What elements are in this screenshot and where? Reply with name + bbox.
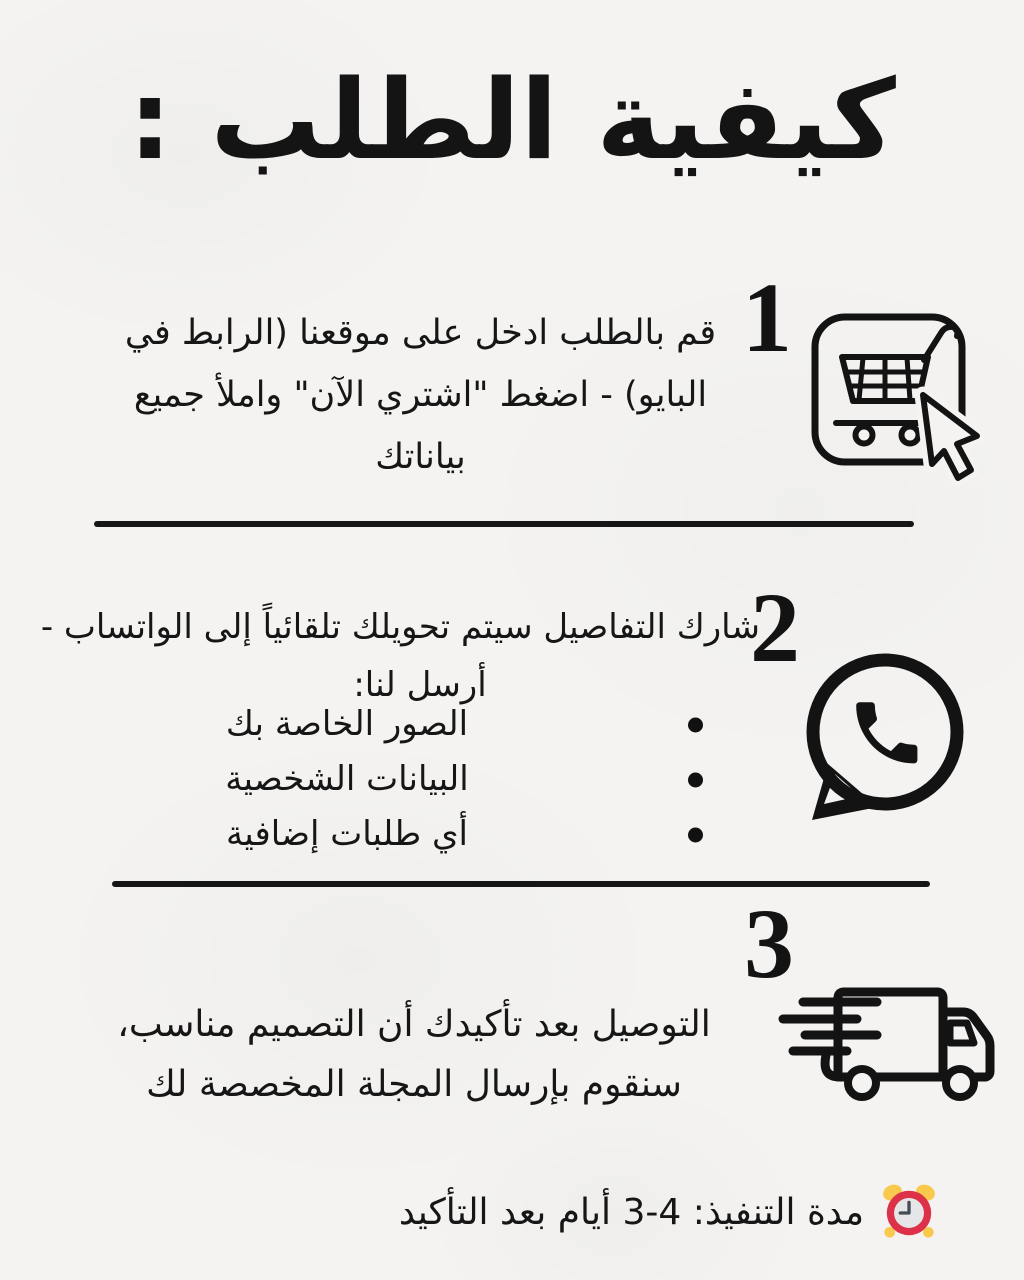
section-divider-1 bbox=[94, 521, 914, 527]
bullet-dot bbox=[688, 772, 703, 787]
whatsapp-icon-svg bbox=[802, 646, 967, 831]
list-item bbox=[85, 697, 705, 752]
list-item bbox=[85, 807, 705, 862]
delivery-truck-icon-svg bbox=[778, 985, 1013, 1105]
alarm-clock-icon-svg bbox=[878, 1183, 940, 1241]
list-item bbox=[85, 752, 705, 807]
step-2-line-1: شارك التفاصيل سيتم تحويلك تلقائياً إلى الواتساب - bbox=[40, 607, 760, 647]
delivery-truck-icon bbox=[778, 985, 1013, 1105]
step-1-line-2: البايو) - اضغط "اشتري الآن" واملأ جميع bbox=[133, 375, 708, 415]
step-3-text bbox=[78, 995, 750, 1115]
step-3-line-1: التوصيل بعد تأكيدك أن التصميم مناسب، bbox=[117, 1004, 711, 1045]
footer-note bbox=[399, 1181, 940, 1243]
page-title: كيفية الطلب : bbox=[128, 56, 896, 184]
step-1-text bbox=[88, 302, 753, 488]
bullet-text: الصور الخاصة بك bbox=[225, 704, 469, 744]
step-3-number: 3 bbox=[744, 888, 794, 999]
alarm-clock-icon bbox=[878, 1183, 940, 1241]
cart-click-icon bbox=[806, 300, 1006, 500]
execution-time-text: مدة التنفيذ: 4-3 أيام بعد التأكيد bbox=[398, 1191, 864, 1233]
step-3-line-2: سنقوم بإرسال المجلة المخصصة لك bbox=[146, 1064, 682, 1105]
bullet-text: البيانات الشخصية bbox=[225, 759, 469, 799]
bullet-dot bbox=[688, 717, 703, 732]
bullet-dot bbox=[688, 827, 703, 842]
section-divider-2 bbox=[112, 881, 930, 887]
whatsapp-icon bbox=[802, 646, 967, 831]
step-2-line-2: أرسل لنا: bbox=[353, 665, 487, 705]
step-2-bullet-list bbox=[85, 697, 705, 862]
cart-click-icon-svg bbox=[806, 300, 1006, 500]
step-2-number: 2 bbox=[750, 572, 800, 683]
step-1-number: 1 bbox=[742, 262, 792, 373]
step-1-line-1: قم بالطلب ادخل على موقعنا (الرابط في bbox=[124, 313, 717, 353]
step-1-line-3: بياناتك bbox=[375, 437, 466, 477]
bullet-text: أي طلبات إضافية bbox=[225, 814, 469, 854]
